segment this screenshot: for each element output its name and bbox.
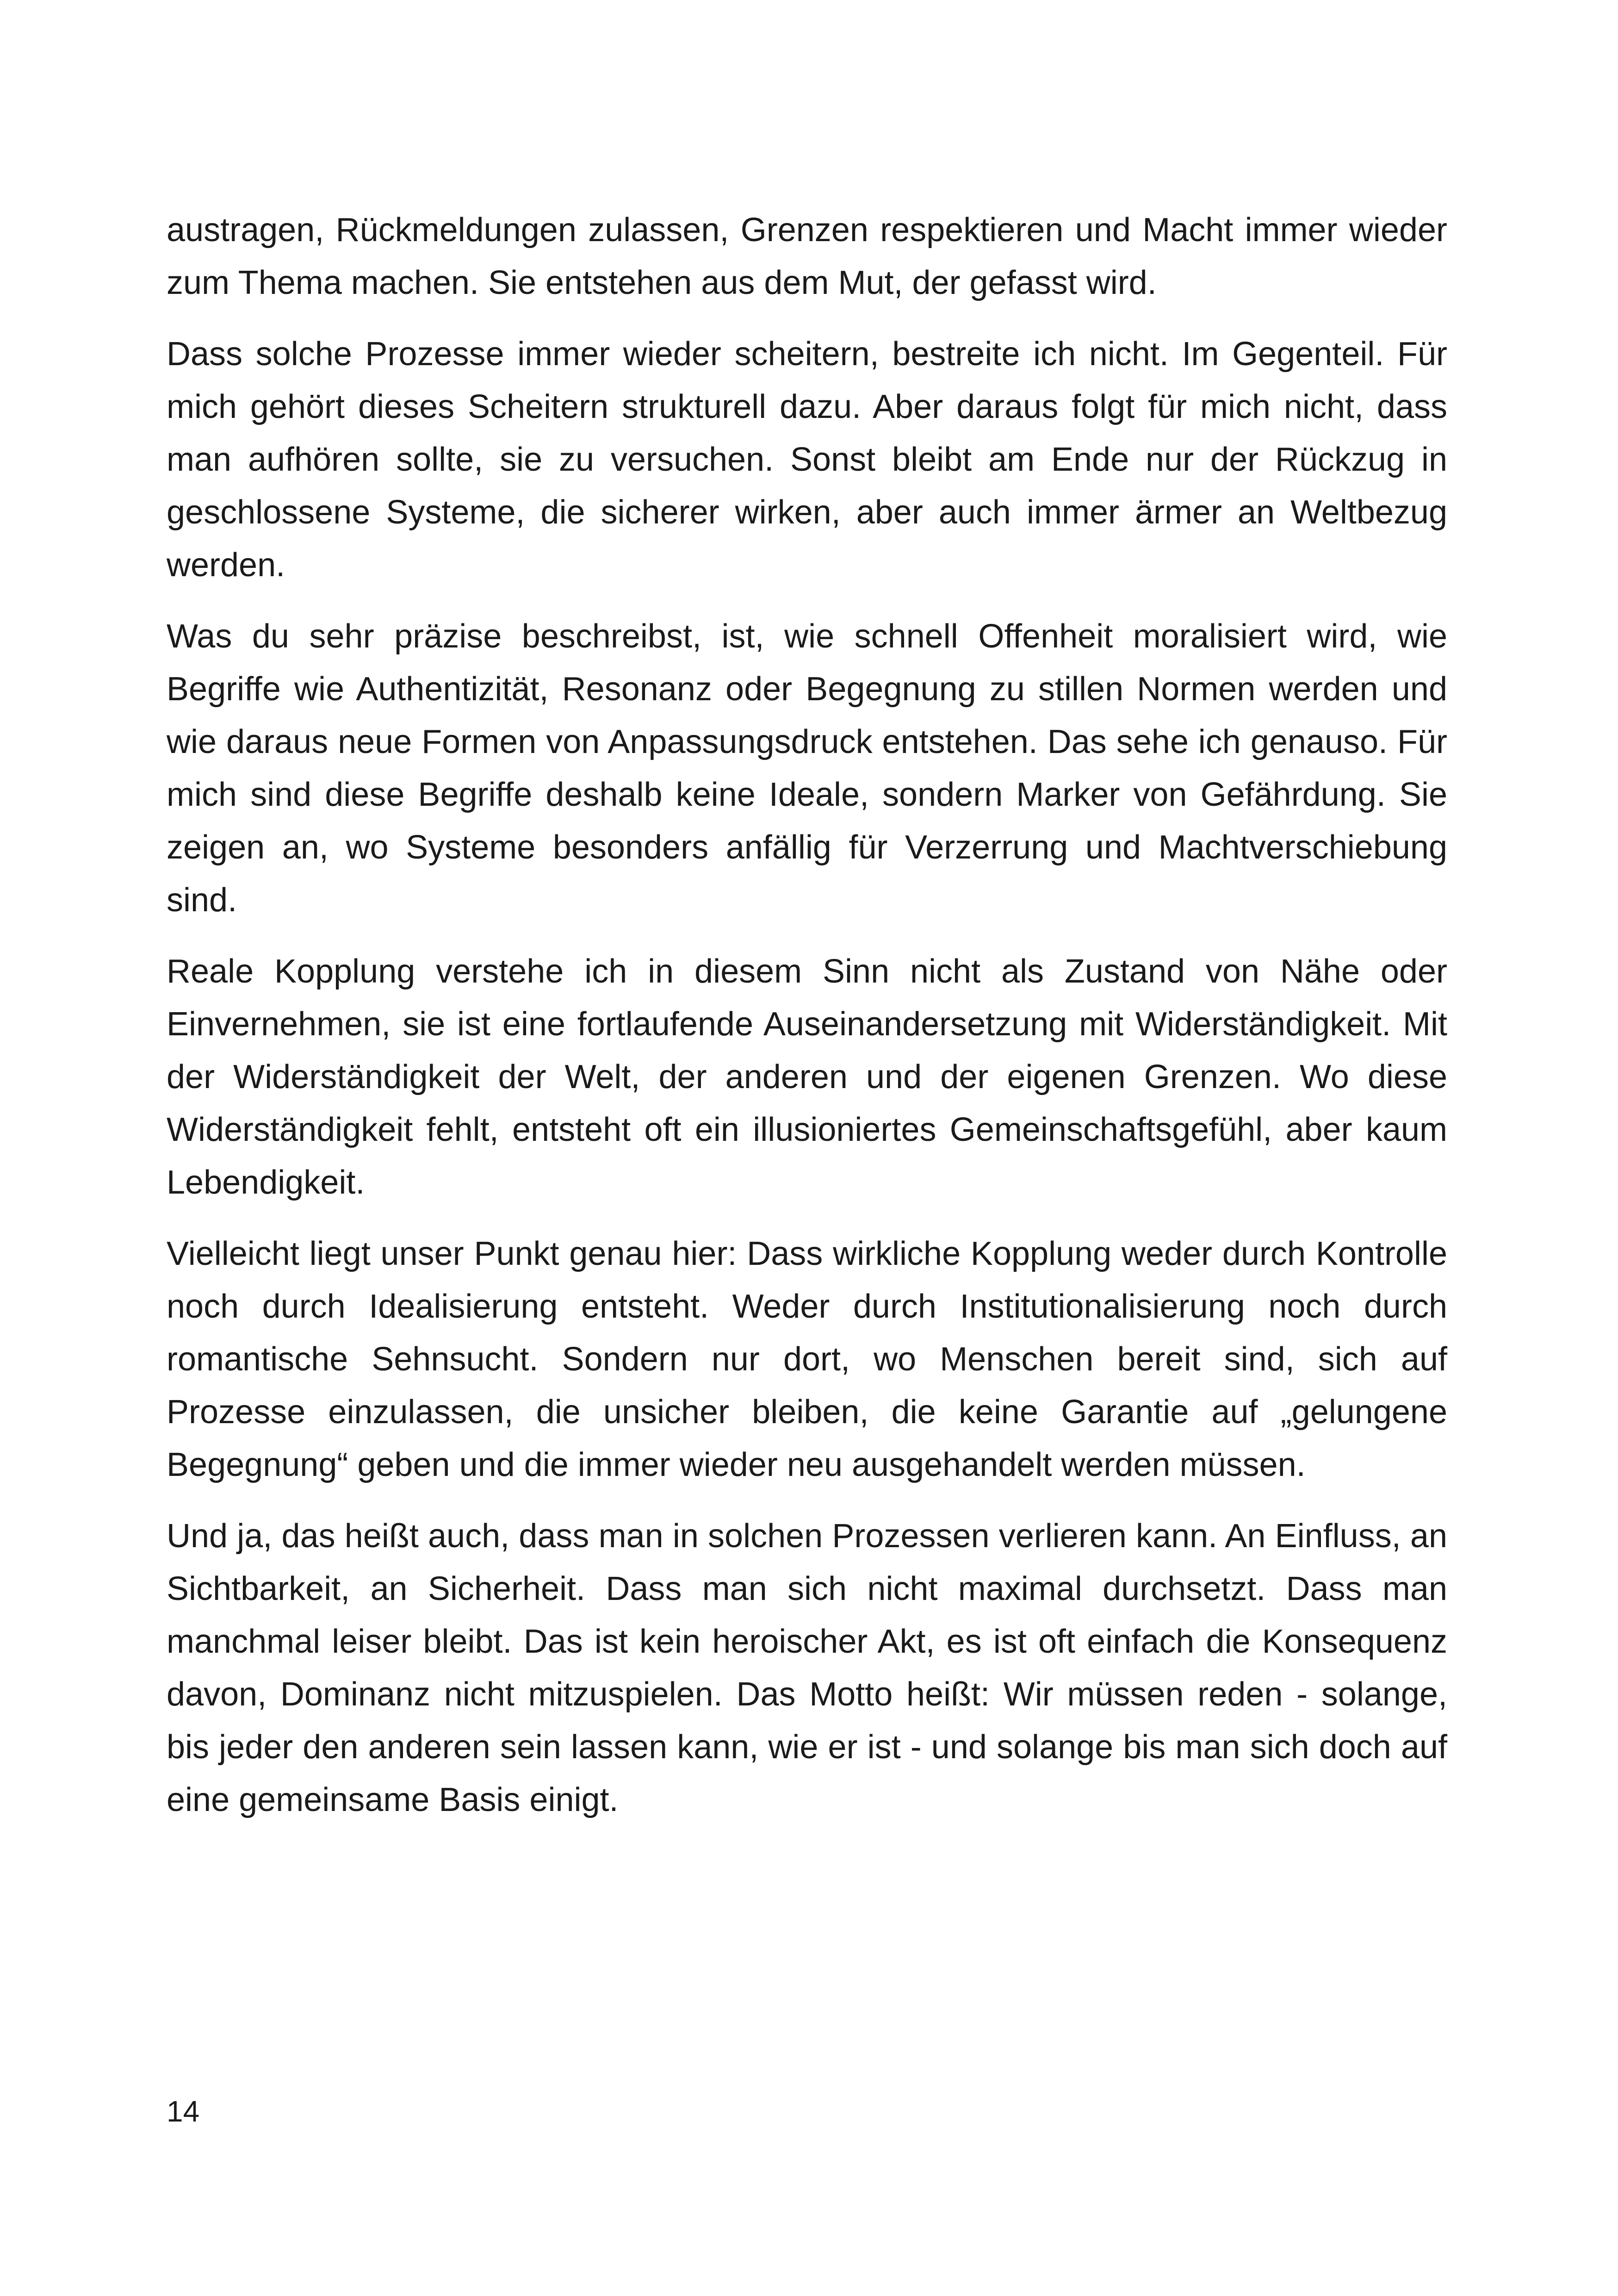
paragraph-2: Dass solche Prozesse immer wieder scheitern, bestreite ich nicht. Im Gegenteil. Für mich gehört dieses Scheitern strukturell dazu. Aber daraus folgt für mich nicht, dass man aufhören sollte, sie zu versuchen. Sonst bleibt am Ende nur der Rückzug in geschlossene Systeme, die sicherer wirken, aber auch immer ärmer an Weltbezug werden. xyxy=(167,336,1447,584)
page-number: 14 xyxy=(167,2095,200,2128)
paragraph-4: Reale Kopplung verstehe ich in diesem Sinn nicht als Zustand von Nähe oder Einvernehmen, sie ist eine fortlaufende Auseinandersetzung mit Widerständigkeit. Mit der Widerständigkeit der Welt, der anderen und der eigenen Grenzen. Wo diese Widerständigkeit fehlt, entsteht oft ein illusioniertes Gemeinschaftsgefühl, aber kaum Lebendigkeit. xyxy=(167,953,1447,1201)
paragraph-6: Und ja, das heißt auch, dass man in solchen Prozessen verlieren kann. An Einfluss, an Sichtbarkeit, an Sicherheit. Dass man sich nicht maximal durchsetzt. Dass man manchmal leiser bleibt. Das ist kein heroischer Akt, es ist oft einfach die Konsequenz davon, Dominanz nicht mitzuspielen. Das Motto heißt: Wir müssen reden - solange, bis jeder den anderen sein lassen kann, wie er ist - und solange bis man sich doch auf eine gemeinsame Basis einigt. xyxy=(167,1518,1447,1818)
body-text xyxy=(167,204,1447,1845)
paragraph-1: austragen, Rückmeldungen zulassen, Grenzen respektieren und Macht immer wieder zum Thema machen. Sie entstehen aus dem Mut, der gefasst wird. xyxy=(167,212,1447,301)
paragraph-5: Vielleicht liegt unser Punkt genau hier: Dass wirkliche Kopplung weder durch Kontrolle noch durch Idealisierung entsteht. Weder durch Institutionalisierung noch durch romantische Sehnsucht. Sondern nur dort, wo Menschen bereit sind, sich auf Prozesse einzulassen, die unsicher bleiben, die keine Garantie auf „gelungene Begegnung“ geben und die immer wieder neu ausgehandelt werden müssen. xyxy=(167,1235,1447,1483)
paragraph-3: Was du sehr präzise beschreibst, ist, wie schnell Offenheit moralisiert wird, wie Begriffe wie Authentizität, Resonanz oder Begegnung zu stillen Normen werden und wie daraus neue Formen von Anpassungsdruck entstehen. Das sehe ich genauso. Für mich sind diese Begriffe deshalb keine Ideale, sondern Marker von Gefährdung. Sie zeigen an, wo Systeme besonders anfällig für Verzerrung und Machtverschiebung sind. xyxy=(167,618,1447,919)
